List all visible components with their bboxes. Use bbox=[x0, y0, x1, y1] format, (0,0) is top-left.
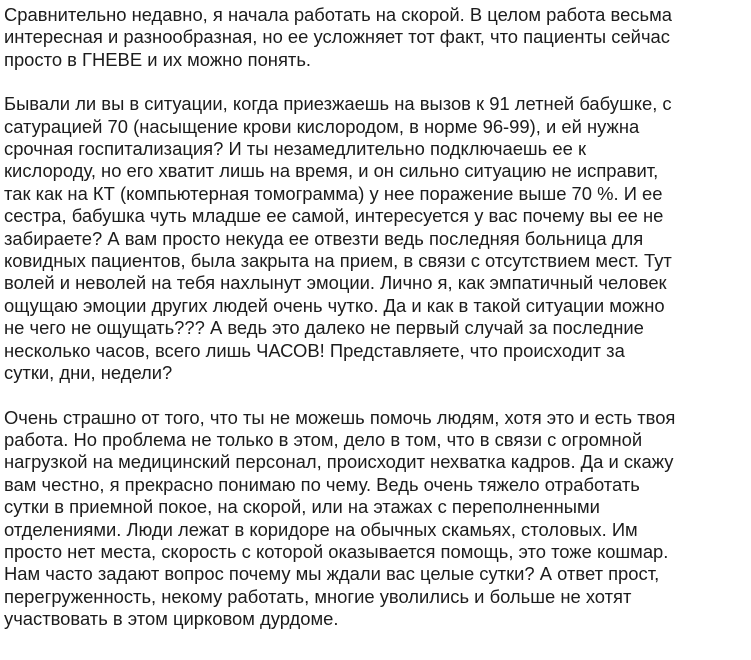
text-line: нагрузкой на медицинский персонал, происходит нехватка кадров. Да и скажу bbox=[4, 451, 674, 473]
post-text bbox=[4, 4, 749, 653]
text-line: Сравнительно недавно, я начала работать на скорой. В целом работа весьма bbox=[4, 4, 672, 25]
text-line: кислороду, но его хватит лишь на время, и он сильно ситуацию не исправит, bbox=[4, 160, 659, 182]
text-line: забираете? А вам просто некуда ее отвезти ведь последняя больница для bbox=[4, 227, 644, 249]
text-line: вам честно, я прекрасно понимаю по чему. Ведь очень тяжело отработать bbox=[4, 473, 640, 495]
text-line: волей и неволей на тебя нахлынут эмоции. Лично я, как эмпатичный человек bbox=[4, 272, 667, 294]
text-line: сестра, бабушка чуть младше ее самой, интересуется у вас почему вы ее не bbox=[4, 205, 664, 227]
text-line: Нам часто задают вопрос почему мы ждали вас целые сутки? А ответ прост, bbox=[4, 563, 660, 585]
text-line: участвовать в этом цирковом дурдоме. bbox=[4, 608, 339, 630]
text-line: несколько часов, всего лишь ЧАСОВ! Представляете, что происходит за bbox=[4, 339, 625, 361]
paragraph-3 bbox=[4, 407, 749, 631]
text-line: Очень страшно от того, что ты не можешь помочь людям, хотя это и есть твоя bbox=[4, 406, 676, 428]
text-line: так как на КТ (компьютерная томограмма) у нее поражение выше 70 %. И ее bbox=[4, 182, 663, 204]
paragraph-1 bbox=[4, 4, 749, 71]
text-line: сутки, дни, недели? bbox=[4, 362, 173, 384]
text-line: интересная и разнообразная, но ее усложняет тот факт, что пациенты сейчас bbox=[4, 26, 670, 48]
text-line: сатурацией 70 (насыщение крови кислородом, в норме 96-99), и ей нужна bbox=[4, 115, 640, 137]
text-line: просто в ГНЕВЕ и их можно понять. bbox=[4, 48, 312, 70]
text-line: Бывали ли вы в ситуации, когда приезжаешь на вызов к 91 летней бабушке, с bbox=[4, 93, 672, 115]
text-line: работа. Но проблема не только в этом, дело в том, что в связи с огромной bbox=[4, 428, 643, 450]
text-line: просто нет места, скорость с которой оказывается помощь, это тоже кошмар. bbox=[4, 540, 669, 562]
text-line: срочная госпитализация? И ты незамедлительно подключаешь ее к bbox=[4, 138, 586, 160]
text-line: отделениями. Люди лежат в коридоре на обычных скамьях, столовых. Им bbox=[4, 518, 638, 540]
text-line: сутки в приемной покое, на скорой, или на этажах с переполненными bbox=[4, 496, 600, 518]
text-line: ощущаю эмоции других людей очень чутко. Да и как в такой ситуации можно bbox=[4, 294, 665, 316]
paragraph-2 bbox=[4, 93, 749, 384]
text-line: перегруженность, некому работать, многие уволились и больше не хотят bbox=[4, 585, 632, 607]
text-line: не чего не ощущать??? А ведь это далеко не первый случай за последние bbox=[4, 317, 644, 339]
text-line: ковидных пациентов, была закрыта на прием, в связи с отсутствием мест. Тут bbox=[4, 250, 672, 272]
